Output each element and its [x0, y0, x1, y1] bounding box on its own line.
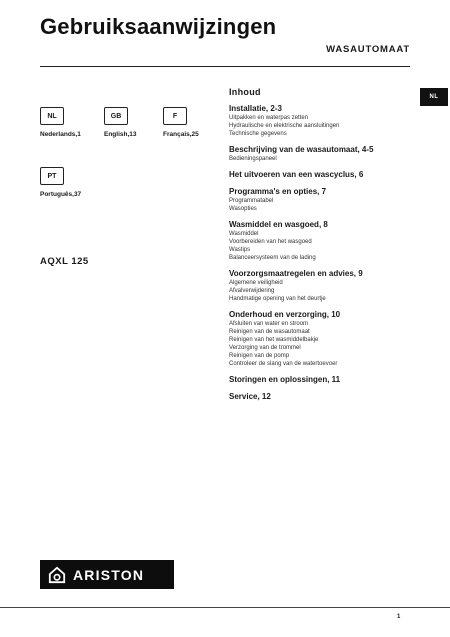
toc-heading: Inhoud: [229, 87, 261, 97]
footer-divider: [0, 607, 450, 608]
toc-item: Wastips: [229, 247, 251, 253]
toc-item: Reinigen van de pomp: [229, 353, 290, 359]
toc-section-storingen: [229, 375, 414, 385]
toc-item: Reinigen van de wasautomaat: [229, 329, 310, 335]
toc-item: Controleer de slang van de watertoevoer: [229, 361, 338, 367]
toc-item: Balanceersysteem van de lading: [229, 255, 316, 261]
toc-section-title: Het uitvoeren van een wascyclus, 6: [229, 170, 364, 179]
toc-section-service: [229, 392, 414, 402]
language-box-pt: PT: [40, 167, 64, 185]
toc-section-voorzorg: [229, 269, 414, 303]
toc-item: Hydraulische en elektrische aansluitingen: [229, 123, 340, 129]
ariston-logo: [40, 560, 174, 589]
language-label-f: Français,25: [163, 131, 199, 138]
toc-item: Afsluiten van water en stroom: [229, 321, 309, 327]
house-icon: [48, 566, 66, 584]
page-number: 1: [397, 614, 401, 620]
language-label-pt: Português,37: [40, 191, 82, 198]
toc-item: Voorbereiden van het wasgoed: [229, 239, 312, 245]
toc-section-beschrijving: [229, 145, 414, 163]
toc-item: Wasmiddel: [229, 231, 259, 237]
toc-item: Uitpakken en waterpas zetten: [229, 115, 309, 121]
document-subtitle: WASAUTOMAAT: [326, 44, 410, 55]
toc-item: Reinigen van het wasmiddelbakje: [229, 337, 319, 343]
brand-name: ARISTON: [73, 566, 145, 583]
toc-item: Wasopties: [229, 206, 257, 212]
toc-section-onderhoud: [229, 310, 414, 368]
language-box-f: F: [163, 107, 187, 125]
toc-section-title: Programma's en opties, 7: [229, 187, 327, 196]
toc-item: Handmatige opening van het deurtje: [229, 296, 326, 302]
toc-section-title: Voorzorgsmaatregelen en advies, 9: [229, 269, 363, 278]
toc-section-wascyclus: [229, 170, 414, 180]
language-label-gb: English,13: [104, 131, 137, 138]
language-box-nl: NL: [40, 107, 64, 125]
toc-section-title: Storingen en oplossingen, 11: [229, 375, 341, 384]
toc-section-title: Wasmiddel en wasgoed, 8: [229, 220, 328, 229]
language-tab: NL: [420, 88, 448, 106]
toc-item: Afvalverwijdering: [229, 288, 275, 294]
toc-section-title: Service, 12: [229, 392, 271, 401]
language-label-nl: Nederlands,1: [40, 131, 81, 138]
toc-section-title: Beschrijving van de wasautomaat, 4-5: [229, 145, 374, 154]
language-box-gb: GB: [104, 107, 128, 125]
toc-section-wasmiddel: [229, 220, 414, 262]
toc-section-title: Onderhoud en verzorging, 10: [229, 310, 341, 319]
toc-item: Technische gegevens: [229, 131, 287, 137]
toc-section-programmas: [229, 187, 414, 213]
toc-section-title: Installatie, 2-3: [229, 104, 282, 113]
header-divider: [40, 66, 410, 67]
page-title: Gebruiksaanwijzingen: [40, 14, 277, 39]
model-number: AQXL 125: [40, 256, 89, 267]
toc-item: Algemene veiligheid: [229, 280, 283, 286]
toc-item: Bedieningspaneel: [229, 156, 277, 162]
toc-item: Programmatabel: [229, 198, 274, 204]
table-of-contents: [229, 87, 414, 409]
toc-item: Verzorging van de trommel: [229, 345, 301, 351]
toc-section-installatie: [229, 104, 414, 138]
